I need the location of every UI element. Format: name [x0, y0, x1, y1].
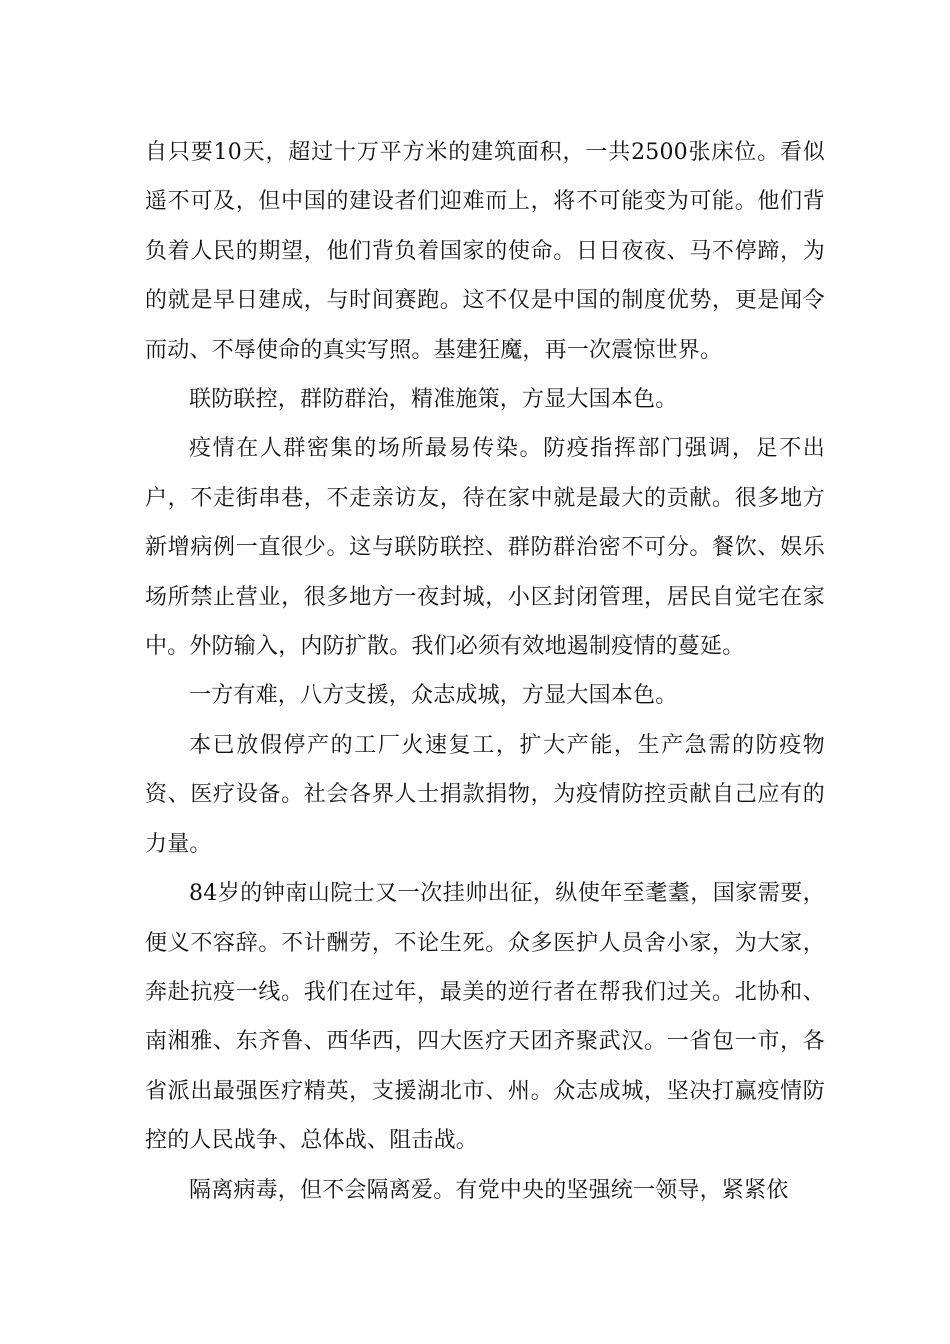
paragraph-heading-joint-prevention: 联防联控，群防群治，精准施策，方显大国本色。	[189, 387, 678, 413]
paragraph-continuation: 自只要10天，超过十万平方米的建筑面积，一共2500张床位。看似遥不可及，但中国的建设者们迎难而上，将不可能变为可能。他们背负着人民的期望，他们背负着国家的使命。日日夜夜、马不停蹄，为的就是早日建成，与时间赛跑。这不仅是中国的制度优势，更是闻令而动、不辱使命的真实写照。基建狂魔，再一次震惊世界。	[145, 140, 825, 363]
paragraph-heading-support: 一方有难，八方支援，众志成城，方显大国本色。	[189, 683, 678, 709]
document-body	[145, 128, 825, 1215]
paragraph-isolation: 隔离病毒，但不会隔离爱。有党中央的坚强统一领导，紧紧依	[189, 1177, 789, 1203]
paragraph-zhong-nanshan: 84岁的钟南山院士又一次挂帅出征，纵使年至耄耋，国家需要，便义不容辞。不计酬劳，不论生死。众多医护人员舍小家，为大家，奔赴抗疫一线。我们在过年，最美的逆行者在帮我们过关。北协和、南湘雅、东齐鲁、西华西，四大医疗天团齐聚武汉。一省包一市，各省派出最强医疗精英，支援湖北市、州。众志成城，坚决打赢疫情防控的人民战争、总体战、阻击战。	[145, 881, 825, 1154]
paragraph-crowded-places: 疫情在人群密集的场所最易传染。防疫指挥部门强调，足不出户，不走街串巷，不走亲访友，待在家中就是最大的贡献。很多地方新增病例一直很少。这与联防联控、群防群治密不可分。餐饮、娱乐场所禁止营业，很多地方一夜封城，小区封闭管理，居民自觉宅在家中。外防输入，内防扩散。我们必须有效地遏制疫情的蔓延。	[145, 436, 825, 660]
paragraph-factories: 本已放假停产的工厂火速复工，扩大产能，生产急需的防疫物资、医疗设备。社会各界人士捐款捐物，为疫情防控贡献自己应有的力量。	[145, 732, 825, 857]
